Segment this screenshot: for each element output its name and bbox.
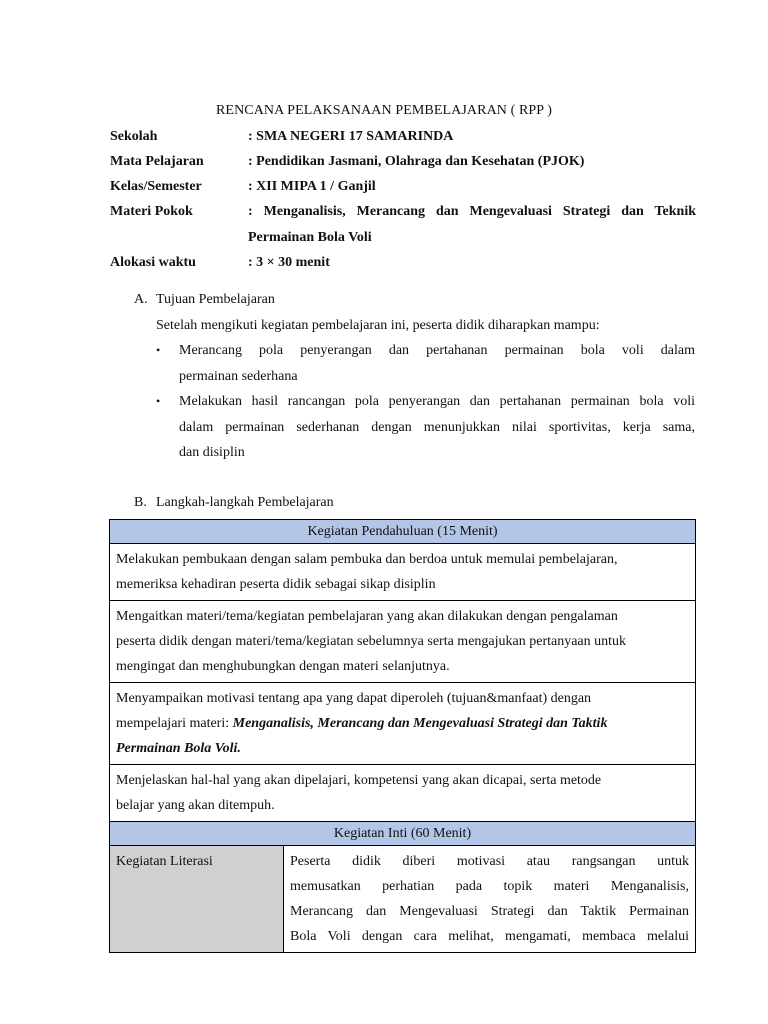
core-activity-header: Kegiatan Inti (60 Menit) — [110, 822, 696, 846]
table-row — [110, 765, 696, 822]
literacy-line2: memusatkan perhatian pada topik materi Menganalisis, — [290, 879, 689, 894]
intro-step-3-line2-plain: mempelajari materi: — [116, 716, 233, 731]
table-row — [110, 822, 696, 846]
objective-1-line2: permainan sederhana — [179, 369, 298, 384]
intro-step-2 — [110, 601, 696, 683]
intro-activity-header: Kegiatan Pendahuluan (15 Menit) — [110, 520, 696, 544]
subject-label: Mata Pelajaran — [110, 154, 204, 169]
intro-step-3-line1: Menyampaikan motivasi tentang apa yang dapat diperoleh (tujuan&manfaat) dengan — [116, 691, 592, 706]
intro-step-3 — [110, 683, 696, 765]
literacy-description-cell — [284, 846, 696, 953]
literacy-line1: Peserta didik diberi motivasi atau rangsangan untuk — [290, 854, 689, 869]
section-b-title: Langkah-langkah Pembelajaran — [156, 495, 334, 510]
learning-steps-table — [109, 519, 696, 953]
document-title: RENCANA PELAKSANAAN PEMBELAJARAN ( RPP ) — [215, 103, 552, 118]
literacy-label-cell — [110, 846, 284, 953]
subject-value: : Pendidikan Jasmani, Olahraga dan Kesehatan (PJOK) — [248, 154, 585, 169]
objective-2-line1: Melakukan hasil rancangan pola penyerangan dan pertahanan permainan bola voli — [179, 394, 695, 409]
intro-step-3-line2-emphasis: Menganalisis, Merancang dan Mengevaluasi Strategi dan Taktik — [232, 716, 608, 731]
time-label: Alokasi waktu — [110, 255, 196, 270]
table-row — [110, 520, 696, 544]
bullet-icon: • — [156, 343, 161, 357]
table-row — [110, 601, 696, 683]
intro-step-4-line2: belajar yang akan ditempuh. — [116, 798, 275, 813]
section-a-title: Tujuan Pembelajaran — [156, 292, 275, 307]
intro-step-2-line2: peserta didik dengan materi/tema/kegiatan sebelumnya serta mengajukan pertanyaan untuk — [116, 634, 627, 649]
objective-2-line2: dalam permainan sederhanan dengan menunjukkan nilai sportivitas, kerja sama, — [179, 420, 695, 435]
table-row — [110, 846, 696, 953]
objective-2-line3: dan disiplin — [179, 445, 245, 460]
table-row — [110, 683, 696, 765]
intro-step-2-line1: Mengaitkan materi/tema/kegiatan pembelajaran yang akan dilakukan dengan pengalaman — [116, 609, 618, 624]
school-label: Sekolah — [110, 129, 158, 144]
intro-step-1-line1: Melakukan pembukaan dengan salam pembuka dan berdoa untuk memulai pembelajaran, — [116, 552, 618, 567]
topic-label: Materi Pokok — [110, 204, 193, 219]
intro-step-3-line2 — [116, 711, 689, 736]
intro-step-1 — [110, 544, 696, 601]
section-b-letter: B. — [134, 495, 147, 510]
intro-step-1-line2: memeriksa kehadiran peserta didik sebagai sikap disiplin — [116, 577, 436, 592]
class-label: Kelas/Semester — [110, 179, 202, 194]
school-value: : SMA NEGERI 17 SAMARINDA — [248, 129, 454, 144]
time-value: : 3 × 30 menit — [248, 255, 330, 270]
literacy-label: Kegiatan Literasi — [116, 854, 213, 869]
class-value: : XII MIPA 1 / Ganjil — [248, 179, 376, 194]
literacy-line4: Bola Voli dengan cara melihat, mengamati, membaca melalui — [290, 929, 689, 944]
bullet-icon: • — [156, 394, 161, 408]
section-a-intro: Setelah mengikuti kegiatan pembelajaran ini, peserta didik diharapkan mampu: — [156, 318, 600, 333]
section-a-letter: A. — [134, 292, 148, 307]
intro-step-4 — [110, 765, 696, 822]
intro-step-3-line3: Permainan Bola Voli. — [116, 741, 241, 756]
intro-step-2-line3: mengingat dan menghubungkan dengan materi selanjutnya. — [116, 659, 450, 674]
topic-value-line1: : Menganalisis, Merancang dan Mengevaluasi Strategi dan Teknik — [248, 204, 696, 219]
table-row — [110, 544, 696, 601]
topic-value-line2: Permainan Bola Voli — [248, 230, 372, 245]
literacy-line3: Merancang dan Mengevaluasi Strategi dan Taktik Permainan — [290, 904, 689, 919]
objective-1-line1: Merancang pola penyerangan dan pertahanan permainan bola voli dalam — [179, 343, 695, 358]
intro-step-4-line1: Menjelaskan hal-hal yang akan dipelajari, kompetensi yang akan dicapai, serta metode — [116, 773, 602, 788]
